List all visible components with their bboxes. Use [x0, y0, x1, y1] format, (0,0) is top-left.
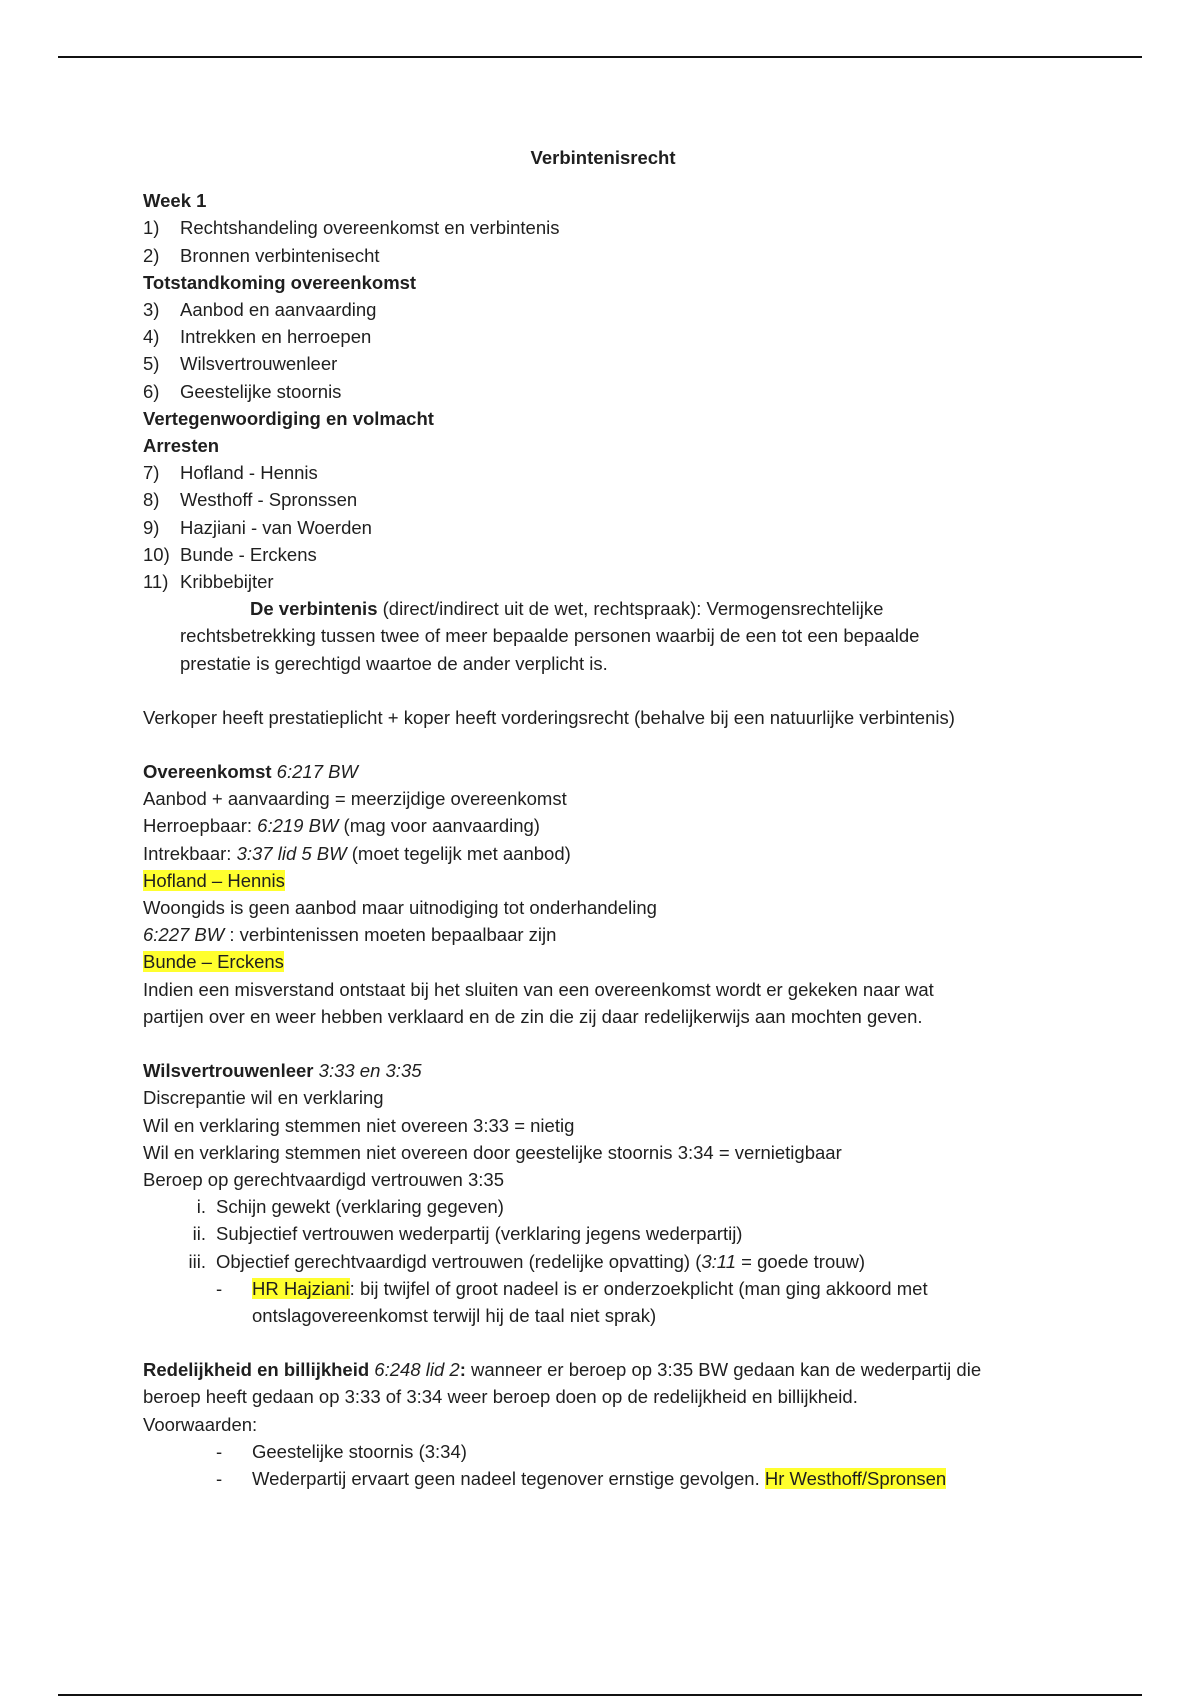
list-item: 9) Hazjiani - van Woerden [143, 516, 372, 538]
list-item: 5) Wilsvertrouwenleer [143, 353, 338, 375]
highlight-case: Hr Westhoff/Spronsen [764, 1467, 947, 1489]
list-item: 1) Rechtshandeling overeenkomst en verbintenis [143, 217, 560, 239]
section-heading-totstandkoming: Totstandkoming overeenkomst [143, 271, 417, 293]
highlight-case: Bunde – Erckens [143, 951, 284, 973]
list-item: - Wederpartij ervaart geen nadeel tegenover ernstige gevolgen. Hr Westhoff/Spronsen [216, 1467, 947, 1489]
section-heading-vertegenwoordiging: Vertegenwoordiging en volmacht [143, 407, 434, 429]
list-item: i. Schijn gewekt (verklaring gegeven) [196, 1196, 504, 1218]
list-item: 2) Bronnen verbintenisecht [143, 244, 380, 266]
list-item: ii. Subjectief vertrouwen wederpartij (verklaring jegens wederpartij) [192, 1223, 743, 1245]
highlight-case: Hofland – Hennis [143, 869, 285, 891]
section-heading-arresten: Arresten [143, 435, 220, 457]
document-title: Verbintenisrecht [530, 147, 676, 168]
highlight-case: HR Hajziani [252, 1277, 350, 1299]
list-item: 3) Aanbod en aanvaarding [143, 299, 377, 321]
verkoper-paragraph: Verkoper heeft prestatieplicht + koper heeft vorderingsrecht (behalve bij een natuurlijke verbintenis) [143, 706, 955, 728]
list-item: - Geestelijke stoornis (3:34) [216, 1440, 467, 1462]
overeenkomst-section: Overeenkomst 6:217 BW Aanbod + aanvaarding = meerzijdige overeenkomst Herroepbaar: 6:219 BW (mag voor aanvaarding) Intrekbaar: 3:37 lid 5 BW (moet tegelijk met aanbod) Hofland – Hennis Woongids is geen aanbod maar uitnodiging tot onderhandeling 6:227 BW : verbintenissen moeten bepaalbaar zijn Bunde – Erckens Indien een misverstand ontstaat bij het sluiten van een overeenkomst wordt er gekeken naar wat partijen over en weer hebben verklaard en de zin die zij daar redelijkerwijs aan mochten geven. [143, 761, 934, 1027]
wilsvertrouwenleer-section: Wilsvertrouwenleer 3:33 en 3:35 Discrepantie wil en verklaring Wil en verklaring stemmen niet overeen 3:33 = nietig Wil en verklaring stemmen niet overeen door geestelijke stoornis 3:34 = vernietigbaar Beroep op gerechtvaardigd vertrouwen 3:35 i. Schijn gewekt (verklaring gegeven) ii. Subjectief vertrouwen wederpartij (verklaring jegens wederpartij) iii. Objectief gerechtvaardigd vertrouwen (redelijke opvatting) (3:11 = goede trouw) - HR Hajziani: bij twijfel of groot nadeel is er onderzoekplicht (man ging akkoord met ontslagovereenkomst terwijl hij de taal niet sprak) [143, 1057, 1063, 1329]
footer-rule [58, 1694, 1142, 1696]
verbintenis-definition: De verbintenis (direct/indirect uit de wet, rechtspraak): Vermogensrechtelijke rechtsbetrekking tussen twee of meer bepaalde personen waarbij de een tot een bepaalde prestatie is gerechtigd waartoe de ander verplicht is. [180, 598, 920, 674]
list-item: 6) Geestelijke stoornis [143, 380, 342, 402]
list-item: 7) Hofland - Hennis [143, 462, 318, 484]
document-page [143, 140, 1063, 1492]
list-item: 8) Westhoff - Spronssen [143, 489, 358, 511]
list-item: 11) Kribbebijter [143, 571, 274, 593]
list-item: 10) Bunde - Erckens [143, 543, 317, 565]
header-rule [58, 56, 1142, 58]
list-item: - HR Hajziani: bij twijfel of groot nadeel is er onderzoekplicht (man ging akkoord met ontslagovereenkomst terwijl hij de taal niet sprak) [216, 1277, 928, 1326]
list-item: 4) Intrekken en herroepen [143, 326, 372, 348]
week-heading: Week 1 [143, 190, 207, 212]
redelijkheid-section: Redelijkheid en billijkheid 6:248 lid 2: wanneer er beroep op 3:35 BW gedaan kan de wederpartij die beroep heeft gedaan op 3:33 of 3:34 weer beroep doen op de redelijkheid en billijkheid. Voorwaarden: - Geestelijke stoornis (3:34) - Wederpartij ervaart geen nadeel tegenover ernstige gevolgen. Hr Westhoff/Spronsen [143, 1356, 1063, 1492]
list-item: iii. Objectief gerechtvaardigd vertrouwen (redelijke opvatting) (3:11 = goede trouw) [188, 1250, 866, 1272]
